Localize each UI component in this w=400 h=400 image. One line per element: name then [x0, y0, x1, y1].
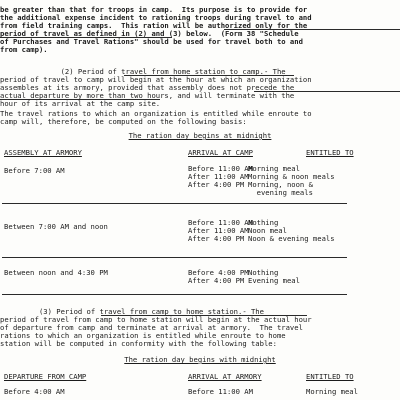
table1-entitled: Nothing: [248, 218, 279, 227]
table1-entitled: Morning, noon &: [248, 180, 313, 189]
para2-line: period of travel to camp will begin at the hour at which an organization: [0, 75, 312, 84]
table1-separator: [2, 257, 347, 258]
table1-entitled: Noon meal: [248, 226, 287, 235]
table2-title: The ration day begins with midnight: [124, 355, 276, 364]
table1-entitled: Noon & evening meals: [248, 234, 335, 243]
intro-line: the additional expense incident to rationing troops during travel to and: [0, 13, 312, 22]
intro-line: period of travel as defined in (2) and (3) below. (Form 38 "Schedule: [0, 29, 299, 38]
table1-entitled: Morning & noon meals: [248, 172, 335, 181]
para2-line: camp will, therefore, be computed on the following basis:: [0, 117, 247, 126]
intro-line: from camp).: [0, 45, 48, 54]
table1-entitled: Nothing: [248, 268, 279, 277]
table2-header-entitled: ENTITLED TO: [306, 372, 354, 381]
table1-title: The ration day begins at midnight: [128, 131, 272, 140]
para3-line: of departure from camp and terminate at arrival at armory. The travel: [0, 323, 303, 332]
intro-line: be greater than that for troops in camp. Its purpose is to provide for: [0, 5, 308, 14]
para3-line: period of travel from camp to home station will begin at the actual hour: [0, 315, 312, 324]
para3-line: rations to which an organization is entitled while enroute to home: [0, 331, 286, 340]
table1-arrival: After 4:00 PM: [188, 234, 245, 243]
para2-line: (2) Period of travel from home station to camp.- The: [0, 67, 286, 76]
table1-arrival: Before 11:00 AM: [188, 164, 253, 173]
table1-assembly: Between noon and 4:30 PM: [4, 268, 108, 277]
table1-arrival: Before 11:00 AM: [188, 218, 253, 227]
table2-arrival: Before 11:00 AM: [188, 387, 253, 396]
table1-arrival: After 4:00 PM: [188, 180, 245, 189]
table1-arrival: After 11:00 AM: [188, 226, 249, 235]
table1-arrival: After 11:00 AM: [188, 172, 249, 181]
table1-entitled: evening meals: [248, 188, 313, 197]
table1-arrival: After 4:00 PM: [188, 276, 245, 285]
table1-entitled: Evening meal: [248, 276, 300, 285]
table2-header-departure: DEPARTURE FROM CAMP: [4, 372, 87, 381]
para2-line: The travel rations to which an organization is entitled while enroute to: [0, 109, 312, 118]
table1-header-arrival: ARRIVAL AT CAMP: [188, 148, 253, 157]
table1-header-assembly: ASSEMBLY AT ARMORY: [4, 148, 82, 157]
table2-departure: Before 4:00 AM: [4, 387, 65, 396]
table1-arrival: Before 4:00 PM: [188, 268, 249, 277]
table2-entitled: Morning meal: [306, 387, 358, 396]
para3-line: station will be computed in conformity with the following table:: [0, 339, 277, 348]
table1-separator: [2, 294, 347, 295]
para3-line: (3) Period of travel from camp to home station.- The: [0, 307, 264, 316]
para2-line: hour of its arrival at the camp site.: [0, 99, 161, 108]
table1-separator: [2, 203, 347, 204]
table1-assembly: Between 7:00 AM and noon: [4, 222, 108, 231]
para2-line: actual departure by more than two hours, and will terminate with the: [0, 91, 295, 100]
intro-line: from field training camps. This ration will be authorized only for the: [0, 21, 308, 30]
para2-line: assembles at its armory, provided that assembly does not precede the: [0, 83, 295, 92]
table1-header-entitled: ENTITLED TO: [306, 148, 354, 157]
table1-entitled: Morning meal: [248, 164, 300, 173]
table2-header-arrival: ARRIVAL AT ARMORY: [188, 372, 262, 381]
intro-line: of Purchases and Travel Rations" should be used for travel both to and: [0, 37, 303, 46]
table1-assembly: Before 7:00 AM: [4, 166, 65, 175]
